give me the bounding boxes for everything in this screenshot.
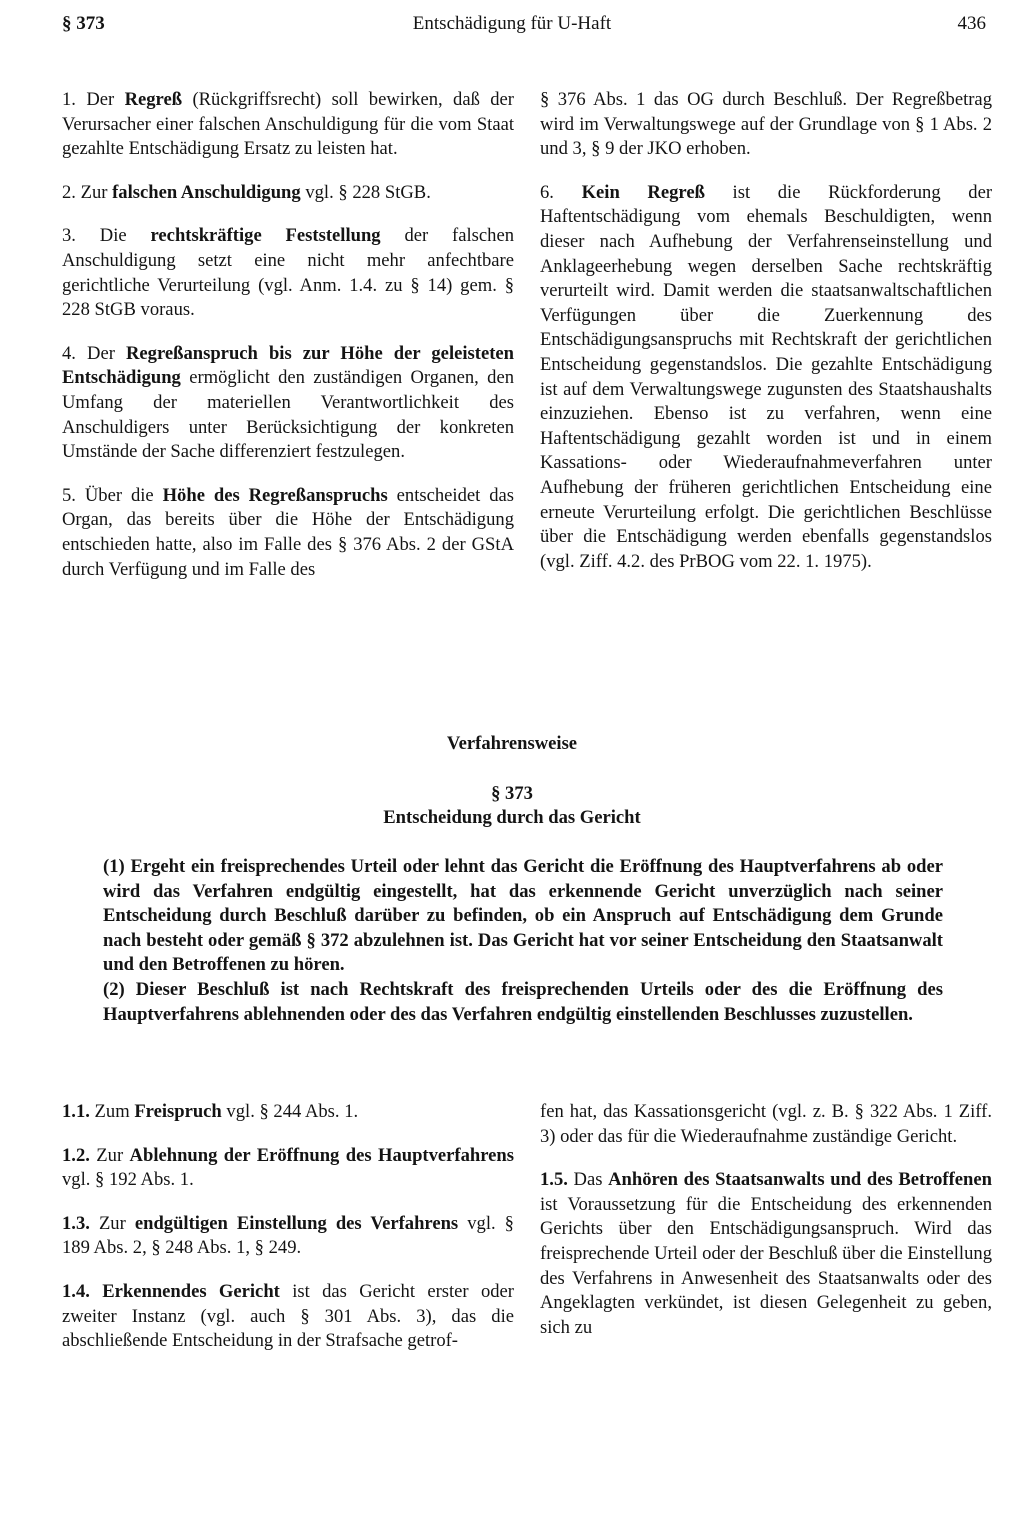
annotations-right-column — [540, 1100, 992, 1359]
commentary-right-column — [540, 88, 992, 593]
page-number: 436 — [957, 13, 986, 34]
commentary-left-column — [62, 88, 514, 601]
running-head-section: § 373 — [62, 13, 105, 34]
paragraph: 2. Zur falschen Anschuldigung vgl. § 228 StGB. — [62, 181, 431, 203]
paragraph: 1.1. Zum Freispruch vgl. § 244 Abs. 1. — [62, 1101, 359, 1122]
statute-paragraph-2: (2) Dieser Beschluß ist nach Rechtskraft des freisprechenden Urteils oder des die Eröffnung des Hauptverfahrens ablehnenden oder des das Verfahren endgültig einstellenden Beschlusses zuzustellen. — [103, 978, 943, 1025]
paragraph: fen hat, das Kassationsgericht (vgl. z. B. § 322 Abs. 1 Ziff. 3) oder das für die Wiederaufnahme zuständige Gericht. — [540, 1101, 992, 1147]
paragraph: 1.4. Erkennendes Gericht ist das Gericht erster oder zweiter Instanz (vgl. auch § 301 Abs. 3), das die abschließende Entscheidung in der Strafsache getrof- — [62, 1280, 514, 1352]
running-head-title: Entschädigung für U-Haft — [412, 13, 612, 34]
statute-paragraph-1: (1) Ergeht ein freisprechendes Urteil oder lehnt das Gericht die Eröffnung des Hauptverfahrens ab oder wird das Verfahren endgültig eingestellt, hat das erkennende Gericht unverzüglich nach seiner Entscheidung durch Beschluß darüber zu befinden, ob ein Anspruch auf Entschädigung dem Grunde nach besteht oder gemäß § 372 abzulehnen ist. Das Gericht hat vor seiner Entscheidung den Staatsanwalt und den Betroffenen zu hören. — [103, 856, 943, 976]
paragraph: 4. Der Regreßanspruch bis zur Höhe der geleisteten Entschädigung ermöglicht den zuständigen Organen, den Umfang der materiellen Verantwortlichkeit des Anschuldigers unter Berücksichtigung der konkreten Umstände der Sache differenziert festzulegen. — [62, 342, 514, 463]
paragraph: 5. Über die Höhe des Regreßanspruchs entscheidet das Organ, das bereits über die Höhe der Entschädigung entschieden hatte, also im Falle des § 376 Abs. 2 der GStA durch Verfügung und im Falle des — [62, 484, 515, 580]
paragraph: 1. Der Regreß (Rückgriffsrecht) soll bewirken, daß der Verursacher einer falschen Anschuldigung für die vom Staat gezahlte Entschädigung Ersatz zu leisten hat. — [62, 89, 514, 160]
statute-text — [103, 855, 943, 1027]
paragraph: 6. Kein Regreß ist die Rückforderung der Haftentschädigung vom ehemals Beschuldigten, wenn dieser nach Aufhebung der Verfahrenseinstellung und Anklageerhebung wegen derselben Sache rechtskräftig verurteilt wird. Damit werden die staatsanwaltschaftlichen Verfügungen über die Zuerkennung des Entschädigungsanspruchs mit Rechtskraft der gerichtlichen Entscheidung gegenstandslos. Die gezahlte Entschädigung ist auf dem Verwaltungswege zugunsten des Staatshaushalts einzuziehen. Ebenso ist zu verfahren, wenn eine Haftentschädigung gezahlt worden ist und in einem Kassations- oder Wiederaufnahmeverfahren unter Aufhebung der früheren gerichtlichen Entscheidung eine erneute Verurteilung erfolgt. Die gerichtlichen Beschlüsse über die Entschädigung werden ebenfalls gegenstandslos (vgl. Ziff. 4.2. des PrBOG vom 22. 1. 1975). — [540, 181, 993, 572]
paragraph: 3. Die rechtskräftige Feststellung der falschen Anschuldigung setzt eine nicht mehr anfechtbare gerichtliche Verurteilung (vgl. Anm. 1.4. zu § 14) gem. § 228 StGB voraus. — [62, 225, 515, 321]
paragraph: § 376 Abs. 1 das OG durch Beschluß. Der Regreßbetrag wird im Verwaltungswege auf der Grundlage von § 1 Abs. 2 und 3, § 9 der JKO erhoben. — [540, 89, 992, 160]
paragraph: 1.3. Zur endgültigen Einstellung des Verfahrens vgl. § 189 Abs. 2, § 248 Abs. 1, § 249. — [62, 1212, 514, 1259]
paragraph: 1.5. Das Anhören des Staatsanwalts und des Betroffenen ist Voraussetzung für die Entscheidung des erkennenden Gerichts über den Entschädigungsanspruch. Wird das freisprechende Urteil oder der Beschluß über die Einstellung des Verfahrens in Anwesenheit des Staatsanwalts oder des Angeklagten verkündet, ist diesen Gelegenheit zu geben, sich zu — [540, 1169, 992, 1338]
section-kind-heading: Verfahrensweise — [446, 733, 578, 754]
paragraph: 1.2. Zur Ablehnung der Eröffnung des Hauptverfahrens vgl. § 192 Abs. 1. — [62, 1144, 514, 1191]
section-number-heading: § 373 — [491, 783, 533, 804]
annotations-left-column — [62, 1100, 514, 1373]
section-title-heading: Entscheidung durch das Gericht — [383, 807, 641, 828]
